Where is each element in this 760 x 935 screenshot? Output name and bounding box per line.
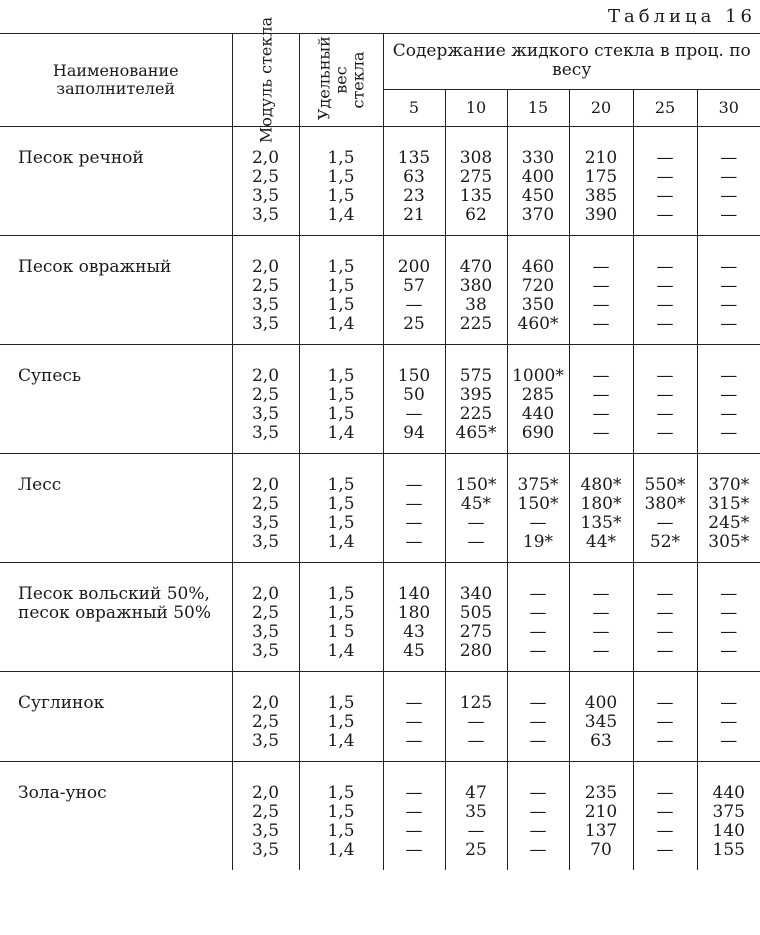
cell-value: —: [656, 693, 674, 713]
density-cell-value: 1,5: [327, 494, 355, 514]
content-cell: [507, 563, 569, 672]
cell-value: —: [656, 712, 674, 732]
cell-value: 440: [712, 783, 745, 803]
cell-value: —: [720, 712, 738, 732]
cell-value: —: [529, 622, 547, 642]
density-cell: [299, 127, 383, 236]
content-cell: [445, 672, 507, 762]
content-cell: [383, 236, 445, 345]
content-cell: [697, 563, 760, 672]
cell-value: 140: [712, 821, 745, 841]
cell-value: —: [529, 693, 547, 713]
density-cell-value: 1,5: [327, 821, 355, 841]
modulus-cell-value: 3,5: [251, 731, 280, 751]
cell-value: 380: [459, 276, 493, 296]
cell-value: —: [656, 314, 674, 334]
cell-value: —: [656, 167, 674, 187]
modulus-cell-value: 2,5: [251, 167, 280, 187]
density-cell: [299, 345, 383, 454]
density-cell-value: 1,5: [327, 802, 355, 822]
cell-value: —: [592, 385, 610, 405]
content-cell: [569, 127, 633, 236]
table-row: [0, 762, 760, 871]
cell-value: —: [720, 622, 738, 642]
content-cell: [697, 236, 760, 345]
cell-value: 275: [459, 167, 493, 187]
cell-value: —: [656, 783, 674, 803]
density-cell-value: 1,5: [327, 257, 355, 277]
cell-value: —: [592, 404, 610, 424]
modulus-cell: [232, 563, 299, 672]
cell-value: 45*: [460, 494, 492, 514]
cell-value: —: [592, 314, 610, 334]
table-caption: Таблица 16: [608, 6, 756, 27]
cell-value: —: [592, 603, 610, 623]
content-cell: [383, 563, 445, 672]
cell-value: —: [405, 712, 423, 732]
cell-value: —: [720, 385, 738, 405]
content-cell: [383, 762, 445, 871]
cell-value: —: [656, 404, 674, 424]
content-cell: [697, 127, 760, 236]
cell-value: 140: [397, 584, 431, 604]
header-percent: 20: [569, 89, 633, 126]
modulus-cell-value: 2,5: [251, 494, 280, 514]
cell-value: —: [720, 257, 738, 277]
cell-value: —: [656, 385, 674, 405]
content-cell: [697, 345, 760, 454]
density-cell-value: 1,4: [327, 731, 355, 751]
modulus-cell-value: 3,5: [251, 532, 280, 552]
cell-value: 375*: [517, 475, 559, 495]
cell-value: 275: [459, 622, 493, 642]
density-cell-value: 1,5: [327, 276, 355, 296]
density-cell: [299, 563, 383, 672]
header-content: Содержание жидкого стекла в проц. по весу: [383, 34, 760, 90]
table-row: [0, 563, 760, 672]
modulus-cell-value: 3,5: [251, 295, 280, 315]
content-cell: [383, 345, 445, 454]
density-cell-value: 1,5: [327, 186, 355, 206]
cell-value: —: [529, 641, 547, 661]
cell-value: —: [467, 532, 485, 552]
density-cell-value: 1,5: [327, 584, 355, 604]
cell-value: 45: [403, 641, 425, 661]
cell-value: 460: [521, 257, 555, 277]
content-cell: [507, 454, 569, 563]
cell-value: —: [529, 712, 547, 732]
content-cell: [569, 563, 633, 672]
cell-value: 44*: [585, 532, 617, 552]
modulus-cell-value: 3,5: [251, 404, 280, 424]
content-cell: [507, 672, 569, 762]
header-density: [299, 34, 383, 127]
cell-value: —: [720, 693, 738, 713]
content-cell: [633, 127, 697, 236]
cell-value: —: [656, 731, 674, 751]
cell-value: 155: [712, 840, 745, 860]
cell-value: 505: [459, 603, 493, 623]
cell-value: 245*: [708, 513, 750, 533]
cell-value: —: [720, 205, 738, 225]
modulus-cell-value: 3,5: [251, 186, 280, 206]
cell-value: —: [656, 295, 674, 315]
modulus-cell-value: 2,5: [251, 712, 280, 732]
filler-name: Зола-унос: [18, 783, 107, 803]
content-cell: [507, 127, 569, 236]
cell-value: —: [467, 513, 485, 533]
cell-value: —: [529, 603, 547, 623]
cell-value: —: [592, 257, 610, 277]
cell-value: 25: [403, 314, 425, 334]
header-percent: 15: [507, 89, 569, 126]
cell-value: 19*: [522, 532, 554, 552]
cell-value: 225: [459, 314, 493, 334]
density-cell-value: 1,4: [327, 314, 355, 334]
cell-value: 280: [459, 641, 493, 661]
cell-value: 150: [397, 366, 431, 386]
content-cell: [633, 563, 697, 672]
content-cell: [569, 672, 633, 762]
cell-value: 305*: [708, 532, 750, 552]
cell-value: —: [720, 641, 738, 661]
filler-name: Супесь: [0, 345, 232, 454]
cell-value: 285: [521, 385, 555, 405]
table-row: [0, 672, 760, 762]
modulus-cell-value: 2,5: [251, 385, 280, 405]
content-cell: [507, 236, 569, 345]
modulus-cell-value: 2,0: [251, 584, 280, 604]
cell-value: —: [405, 731, 423, 751]
cell-value: 62: [465, 205, 487, 225]
header-percent: 30: [697, 89, 760, 126]
modulus-cell-value: 2,0: [251, 783, 280, 803]
cell-value: 1000*: [512, 366, 564, 386]
cell-value: —: [720, 584, 738, 604]
cell-value: 575: [459, 366, 493, 386]
density-cell: [299, 672, 383, 762]
table-row: [0, 345, 760, 454]
cell-value: —: [656, 148, 674, 168]
header-percent: 25: [633, 89, 697, 126]
content-cell: [507, 762, 569, 871]
content-cell: [445, 127, 507, 236]
cell-value: 43: [403, 622, 425, 642]
cell-value: —: [720, 404, 738, 424]
cell-value: —: [656, 641, 674, 661]
filler-name: Лесс: [0, 454, 232, 563]
cell-value: 135*: [580, 513, 622, 533]
content-cell: [697, 762, 760, 871]
cell-value: 47: [465, 783, 487, 803]
density-cell-value: 1,5: [327, 783, 355, 803]
content-cell: [445, 563, 507, 672]
cell-value: —: [656, 366, 674, 386]
filler-name: Песок овражный: [0, 236, 232, 345]
density-cell-value: 1,5: [327, 513, 355, 533]
modulus-cell: [232, 236, 299, 345]
modulus-cell-value: 2,0: [251, 366, 280, 386]
cell-value: 63: [590, 731, 612, 751]
cell-value: 150*: [517, 494, 559, 514]
cell-value: —: [405, 494, 423, 514]
cell-value: —: [529, 731, 547, 751]
density-cell-value: 1,5: [327, 693, 355, 713]
density-cell-value: 1,5: [327, 404, 355, 424]
header-density-label: Удельный вес стекла: [314, 36, 368, 120]
density-cell-value: 1,4: [327, 205, 355, 225]
cell-value: 21: [403, 205, 425, 225]
density-cell-value: 1,5: [327, 603, 355, 623]
modulus-cell: [232, 454, 299, 563]
cell-value: —: [529, 802, 547, 822]
cell-value: —: [656, 821, 674, 841]
filler-name: Суглинок: [0, 672, 232, 762]
header-name: Наименование заполнителей: [0, 34, 232, 127]
density-cell-value: 1,5: [327, 712, 355, 732]
table-row: [0, 236, 760, 345]
cell-value: —: [405, 404, 423, 424]
cell-value: 465*: [455, 423, 497, 443]
modulus-cell-value: 2,0: [251, 257, 280, 277]
content-cell: [633, 454, 697, 563]
cell-value: 460*: [517, 314, 559, 334]
cell-value: —: [656, 622, 674, 642]
density-cell-value: 1,4: [327, 423, 355, 443]
cell-value: 385: [584, 186, 618, 206]
cell-value: —: [529, 821, 547, 841]
cell-value: 137: [584, 821, 618, 841]
table-row: [0, 454, 760, 563]
cell-value: 225: [459, 404, 493, 424]
cell-value: 23: [403, 186, 425, 206]
cell-value: —: [656, 584, 674, 604]
cell-value: —: [656, 276, 674, 296]
content-cell: [507, 345, 569, 454]
content-cell: [383, 454, 445, 563]
cell-value: —: [405, 513, 423, 533]
cell-value: 50: [403, 385, 425, 405]
content-cell: [445, 762, 507, 871]
content-cell: [633, 345, 697, 454]
cell-value: 690: [521, 423, 555, 443]
density-cell-value: 1,5: [327, 167, 355, 187]
cell-value: —: [656, 205, 674, 225]
cell-value: 380*: [644, 494, 686, 514]
content-cell: [633, 672, 697, 762]
modulus-cell: [232, 345, 299, 454]
modulus-cell-value: 2,0: [251, 475, 280, 495]
content-cell: [697, 454, 760, 563]
content-cell: [633, 762, 697, 871]
content-cell: [697, 672, 760, 762]
cell-value: —: [529, 783, 547, 803]
cell-value: —: [592, 423, 610, 443]
content-cell: [445, 236, 507, 345]
cell-value: —: [405, 783, 423, 803]
density-cell-value: 1 5: [327, 622, 355, 642]
cell-value: —: [405, 821, 423, 841]
cell-value: 57: [403, 276, 425, 296]
filler-name: Песок вольский 50%, песок овражный 50%: [0, 563, 232, 672]
cell-value: 125: [459, 693, 493, 713]
modulus-cell-value: 2,5: [251, 603, 280, 623]
modulus-cell-value: 3,5: [251, 622, 280, 642]
cell-value: —: [720, 295, 738, 315]
modulus-cell-value: 3,5: [251, 641, 280, 661]
cell-value: 135: [459, 186, 493, 206]
cell-value: —: [592, 622, 610, 642]
cell-value: 135: [397, 148, 431, 168]
density-cell-value: 1,5: [327, 148, 355, 168]
cell-value: 550*: [644, 475, 686, 495]
cell-value: 340: [459, 584, 493, 604]
cell-value: 450: [521, 186, 555, 206]
modulus-cell-value: 3,5: [251, 513, 280, 533]
cell-value: 70: [590, 840, 612, 860]
modulus-cell-value: 3,5: [251, 423, 280, 443]
cell-value: —: [405, 532, 423, 552]
density-cell: [299, 236, 383, 345]
cell-value: —: [405, 295, 423, 315]
cell-value: 210: [584, 802, 618, 822]
cell-value: 235: [584, 783, 618, 803]
cell-value: 400: [521, 167, 555, 187]
cell-value: —: [405, 802, 423, 822]
density-cell-value: 1,5: [327, 366, 355, 386]
density-cell-value: 1,4: [327, 532, 355, 552]
header-modulus: [232, 16, 299, 144]
content-cell: [383, 127, 445, 236]
content-cell: [569, 345, 633, 454]
cell-value: 175: [584, 167, 618, 187]
cell-value: 395: [459, 385, 493, 405]
density-cell-value: 1,5: [327, 295, 355, 315]
cell-value: —: [656, 186, 674, 206]
cell-value: —: [720, 731, 738, 751]
cell-value: —: [529, 513, 547, 533]
modulus-cell-value: 2,0: [251, 148, 280, 168]
cell-value: 52*: [649, 532, 681, 552]
content-cell: [445, 345, 507, 454]
modulus-cell-value: 3,5: [251, 205, 280, 225]
content-cell: [383, 672, 445, 762]
cell-value: 330: [521, 148, 555, 168]
cell-value: —: [529, 840, 547, 860]
modulus-cell-value: 2,5: [251, 802, 280, 822]
cell-value: 94: [403, 423, 425, 443]
cell-value: —: [720, 314, 738, 334]
cell-value: —: [720, 603, 738, 623]
cell-value: 180: [397, 603, 431, 623]
cell-value: —: [656, 802, 674, 822]
modulus-cell-value: 2,0: [251, 693, 280, 713]
cell-value: 150*: [455, 475, 497, 495]
modulus-cell-value: 3,5: [251, 821, 280, 841]
cell-value: —: [720, 423, 738, 443]
cell-value: —: [656, 257, 674, 277]
content-cell: [445, 454, 507, 563]
cell-value: 200: [397, 257, 431, 277]
header-percent: 10: [445, 89, 507, 126]
cell-value: 35: [465, 802, 487, 822]
cell-value: —: [656, 840, 674, 860]
cell-value: 440: [521, 404, 555, 424]
table-row: [0, 127, 760, 236]
cell-value: —: [720, 276, 738, 296]
cell-value: 480*: [580, 475, 622, 495]
cell-value: 370*: [708, 475, 750, 495]
cell-value: —: [720, 167, 738, 187]
cell-value: —: [656, 423, 674, 443]
cell-value: 345: [584, 712, 618, 732]
density-cell-value: 1,4: [327, 840, 355, 860]
cell-value: —: [405, 840, 423, 860]
cell-value: 308: [459, 148, 493, 168]
cell-value: —: [467, 712, 485, 732]
header-modulus-label: Модуль стекла: [256, 16, 275, 144]
header-percent: 5: [383, 89, 445, 126]
cell-value: 720: [521, 276, 555, 296]
cell-value: —: [592, 584, 610, 604]
cell-value: —: [656, 513, 674, 533]
cell-value: 375: [712, 802, 745, 822]
cell-value: —: [405, 475, 423, 495]
cell-value: —: [592, 295, 610, 315]
cell-value: 315*: [708, 494, 750, 514]
cell-value: —: [405, 693, 423, 713]
density-cell: [299, 762, 383, 871]
cell-value: 470: [459, 257, 493, 277]
cell-value: —: [720, 186, 738, 206]
modulus-cell: [232, 672, 299, 762]
cell-value: —: [592, 276, 610, 296]
cell-value: —: [720, 148, 738, 168]
cell-value: 390: [584, 205, 618, 225]
filler-name: Песок речной: [0, 127, 232, 236]
density-cell-value: 1,5: [327, 475, 355, 495]
modulus-cell-value: 2,5: [251, 276, 280, 296]
cell-value: 25: [465, 840, 487, 860]
cell-value: 38: [465, 295, 487, 315]
cell-value: 63: [403, 167, 425, 187]
content-cell: [569, 454, 633, 563]
cell-value: —: [720, 366, 738, 386]
density-cell: [299, 454, 383, 563]
modulus-cell-value: 3,5: [251, 840, 280, 860]
modulus-cell: [232, 762, 299, 871]
modulus-cell-value: 3,5: [251, 314, 280, 334]
cell-value: 210: [584, 148, 618, 168]
cell-value: —: [467, 731, 485, 751]
density-cell-value: 1,4: [327, 641, 355, 661]
cell-value: 350: [521, 295, 555, 315]
cell-value: —: [592, 366, 610, 386]
cell-value: —: [656, 603, 674, 623]
cell-value: —: [529, 584, 547, 604]
density-cell-value: 1,5: [327, 385, 355, 405]
content-cell: [569, 236, 633, 345]
content-cell: [569, 762, 633, 871]
content-cell: [633, 236, 697, 345]
cell-value: 370: [521, 205, 555, 225]
cell-value: 400: [584, 693, 618, 713]
cell-value: —: [592, 641, 610, 661]
cell-value: 180*: [580, 494, 622, 514]
cell-value: —: [467, 821, 485, 841]
